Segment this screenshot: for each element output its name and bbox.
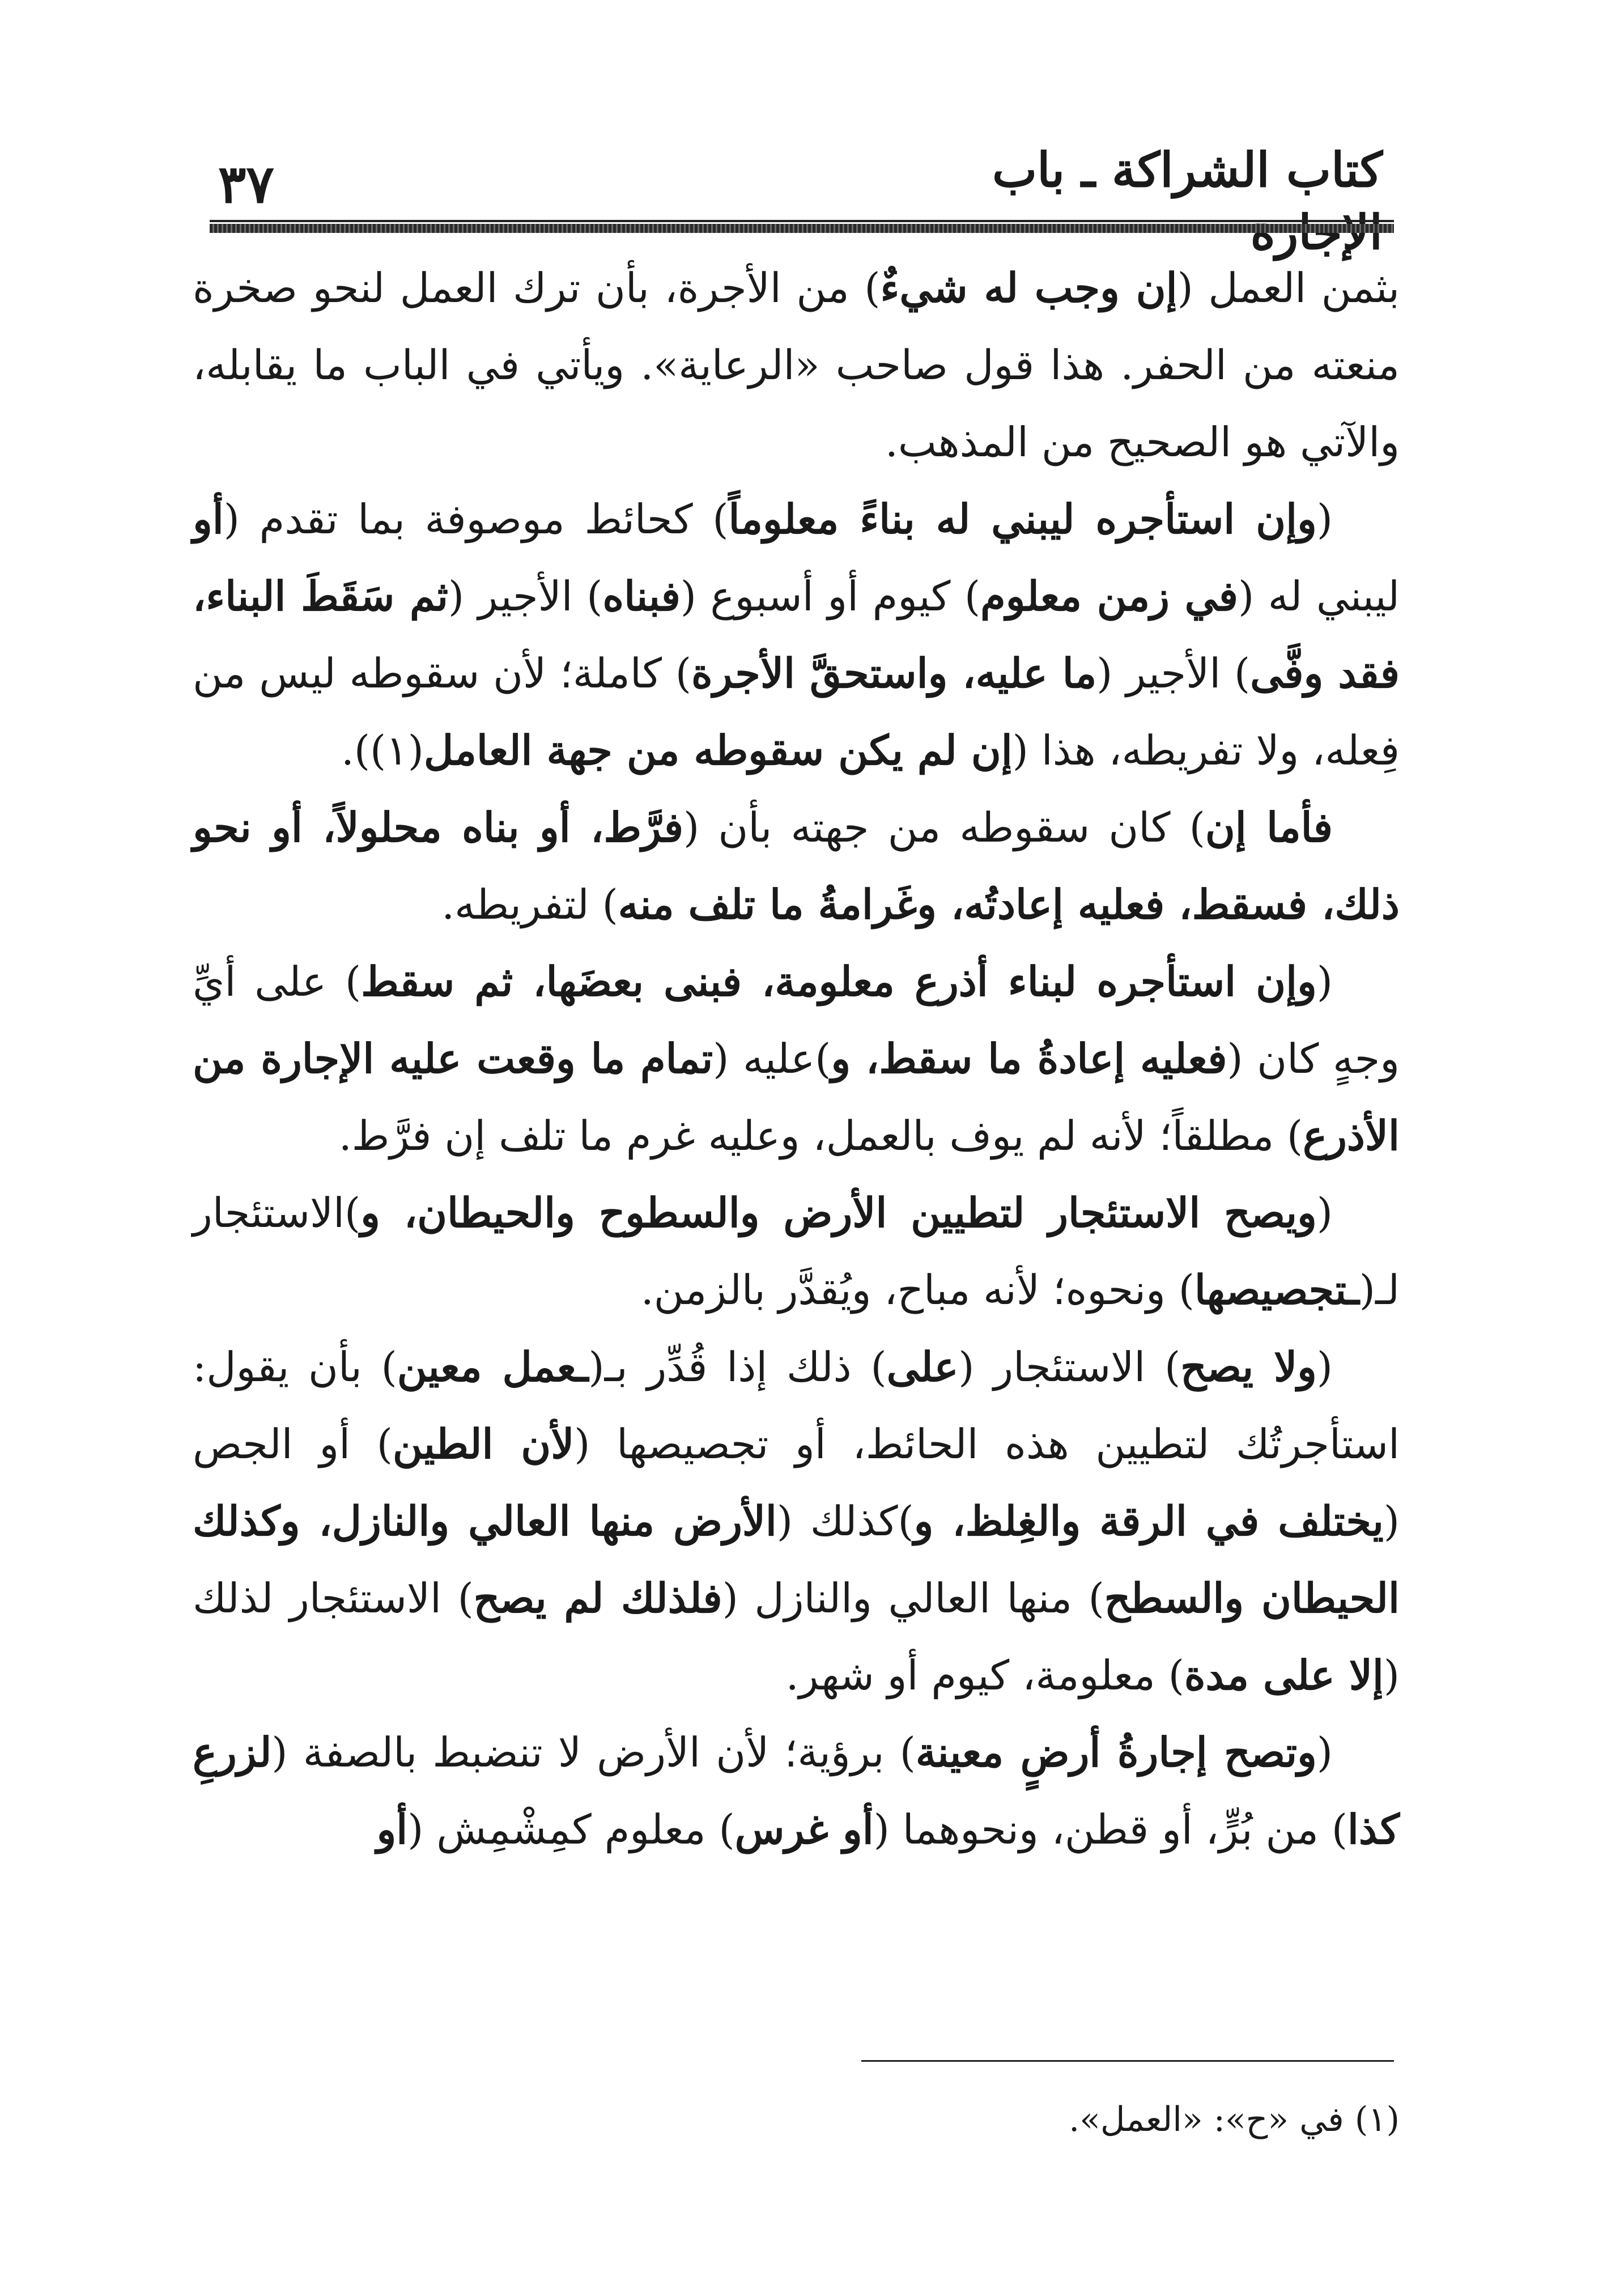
text-run: ) كيوم أو أسبوع ( bbox=[680, 572, 981, 620]
bold-text-run: إن لم يكن سقوطه من جهة العامل bbox=[423, 726, 1013, 774]
bold-text-run: ـتجصيصها bbox=[1194, 1266, 1359, 1314]
bold-text-run: الأرض منها العالي والنازل، وكذلك الحيطان والسطح bbox=[193, 1497, 1400, 1622]
footnote: (١) في «ح»: «العمل». bbox=[1069, 2100, 1400, 2139]
text-run: ) كان سقوطه من جهته بأن ( bbox=[683, 804, 1205, 851]
text-run: ) لتفريطه. bbox=[441, 881, 618, 928]
bold-text-run: ـعمل معين bbox=[397, 1343, 589, 1391]
text-run: ) الاستئجار ( bbox=[958, 1343, 1181, 1391]
bold-text-run: على bbox=[886, 1343, 959, 1391]
footnote-rule bbox=[861, 2060, 1394, 2062]
text-run: ( bbox=[1316, 958, 1333, 1005]
text-run: ) كحائط موصوفة بما تقدم ( bbox=[223, 495, 729, 543]
text-run: ) على أيِّ وجهٍ كان ( bbox=[193, 958, 1400, 1082]
bold-text-run: إلا على مدة bbox=[1184, 1651, 1384, 1699]
text-run: ) مطلقاً؛ لأنه لم يوف بالعمل، وعليه غرم ما تلف إن فرَّط. bbox=[338, 1112, 1303, 1160]
bold-text-run: لزرعِ كذا bbox=[193, 1728, 1400, 1853]
main-text bbox=[193, 249, 1400, 1868]
text-run: ) برؤية؛ لأن الأرض لا تنضبط بالصفة ( bbox=[271, 1729, 916, 1776]
text-run: ليبني له ( bbox=[1238, 572, 1400, 620]
text-run: ) معلومة، كيوم أو شهر. bbox=[785, 1651, 1184, 1699]
text-run: )الاستئجار لـ( bbox=[193, 1189, 1400, 1314]
bold-text-run: لأن الطين bbox=[392, 1420, 575, 1468]
text-run: ) الأجير ( bbox=[448, 572, 603, 620]
paragraph bbox=[193, 481, 1400, 789]
text-run: ( bbox=[1316, 495, 1333, 543]
header-rule bbox=[210, 224, 1394, 233]
bold-text-run: ولا يصح bbox=[1180, 1343, 1317, 1391]
bold-text-run: وإن استأجره ليبني له بناءً معلوماً bbox=[728, 495, 1317, 543]
bold-text-run: أو غرس bbox=[734, 1805, 874, 1853]
bold-text-run: أو bbox=[193, 495, 224, 543]
paragraph bbox=[193, 1328, 1400, 1714]
text-run: )عليه ( bbox=[713, 1035, 831, 1082]
bold-text-run: ما عليه، واستحقَّ الأجرة bbox=[691, 649, 1097, 697]
running-head: كتاب الشراكة ـ باب bbox=[992, 142, 1383, 198]
text-run: ( bbox=[1316, 1189, 1333, 1237]
bold-text-run: ثم سَقَطَ البناء، فقد وفَّى bbox=[193, 572, 1400, 697]
bold-text-run: في زمن معلوم bbox=[980, 572, 1239, 620]
text-run: (١)). bbox=[341, 727, 424, 774]
text-run: ) الأجير ( bbox=[1096, 649, 1251, 697]
text-run: ) ذلك إذا قُدِّر بـ( bbox=[588, 1343, 887, 1391]
bold-text-run: يختلف في الرقة والغِلظ، و bbox=[913, 1497, 1384, 1545]
page-number: ٣٧ bbox=[218, 154, 274, 215]
text-run: ) بأن يقول: استأجرتُك لتطيين هذه الحائط، أو تجصيصها ( bbox=[193, 1343, 1400, 1468]
text-run: ( bbox=[1316, 1729, 1333, 1776]
paragraph bbox=[193, 789, 1400, 943]
bold-text-run: فلذلك لم يصح bbox=[473, 1574, 722, 1622]
bold-text-run: وتصح إجارةُ أرضٍ معينة bbox=[915, 1728, 1317, 1776]
text-run: ) من الأجرة، بأن ترك العمل لنحو صخرة منعته من الحفر. هذا قول صاحب «الرعاية». ويأتي في الباب ما يقابله، والآتي هو الصحيح من المذهب. bbox=[193, 264, 1400, 466]
text-run: ( bbox=[1316, 1343, 1333, 1391]
bold-text-run: فأما إن bbox=[1205, 803, 1333, 851]
bold-text-run: تمام ما وقعت عليه الإجارة من الأذرع bbox=[193, 1034, 1400, 1160]
text-run: ) من بُرٍّ، أو قطن، ونحوهما ( bbox=[873, 1806, 1347, 1853]
text-run: ) كاملة؛ لأن سقوطه ليس من فِعله، ولا تفريطه، هذا ( bbox=[193, 649, 1400, 774]
paragraph bbox=[193, 1174, 1400, 1328]
paragraph bbox=[193, 249, 1400, 481]
text-run: ) معلوم كمِشْمِش ( bbox=[407, 1806, 735, 1853]
bold-text-run: ويصح الاستئجار لتطيين الأرض والسطوح والحيطان، و bbox=[360, 1188, 1317, 1237]
text-run: )كذلك ( bbox=[776, 1497, 914, 1545]
bold-text-run: وإن استأجره لبناء أذرع معلومة، فبنى بعضَها، ثم سقط bbox=[361, 957, 1317, 1005]
bold-text-run: فرَّط، أو بناه محلولاً، أو نحو ذلك، فسقط، فعليه إعادتُه، وغَرامةُ ما تلف منه bbox=[193, 803, 1400, 928]
text-run: ) ونحوه؛ لأنه مباح، ويُقدَّر بالزمن. bbox=[640, 1266, 1194, 1314]
header-rule-line bbox=[210, 220, 1394, 222]
bold-text-run: فعليه إعادةُ ما سقط، و bbox=[831, 1034, 1227, 1082]
paragraph bbox=[193, 1714, 1400, 1868]
bold-text-run: أو bbox=[376, 1805, 408, 1853]
bold-text-run: فبناه bbox=[602, 572, 681, 620]
text-run: ) الاستئجار لذلك ( bbox=[193, 1574, 1400, 1699]
text-run: ) منها العالي والنازل ( bbox=[722, 1574, 1104, 1622]
text-run: بثمن العمل ( bbox=[1177, 264, 1400, 312]
paragraph bbox=[193, 943, 1400, 1174]
bold-text-run: إن وجب له شيءٌ bbox=[880, 264, 1177, 312]
text-run: ) أو الجص ( bbox=[193, 1420, 1400, 1545]
